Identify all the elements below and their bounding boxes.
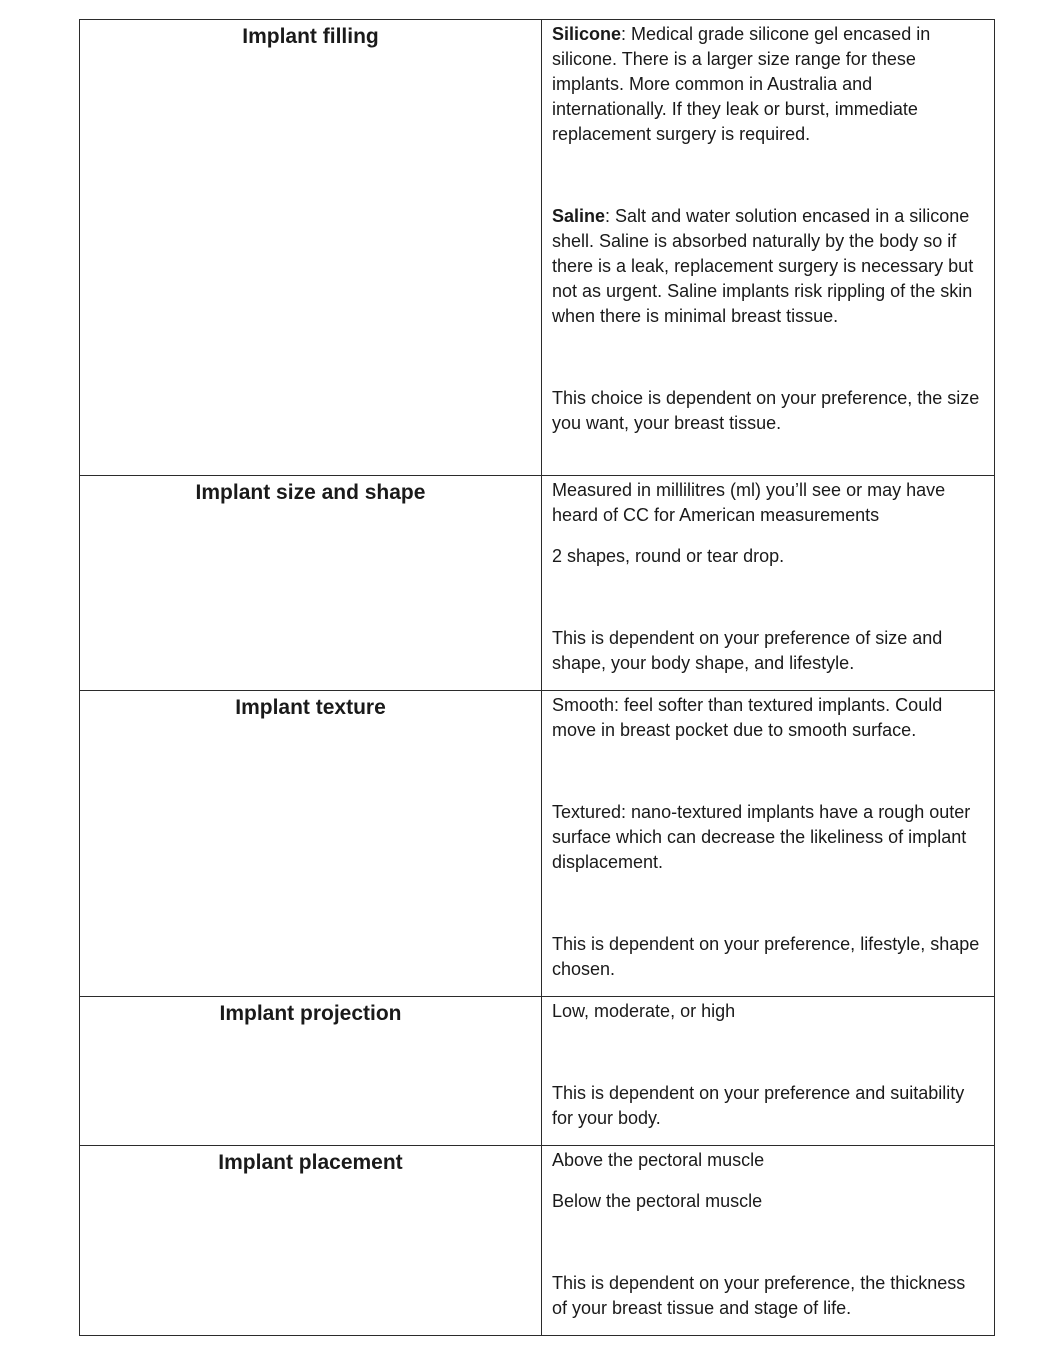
detail-paragraph: Below the pectoral muscle	[552, 1191, 763, 1211]
row-heading-cell	[80, 1146, 542, 1336]
row-detail-cell	[542, 997, 995, 1146]
row-heading: Implant size and shape	[195, 481, 426, 504]
detail-paragraph: Textured: nano-textured implants have a rough outer surface which can decrease the likeliness of implant displacement.	[552, 802, 971, 872]
silicone-label: Silicone	[552, 24, 622, 44]
row-heading-cell	[80, 476, 542, 691]
detail-paragraph: Measured in millilitres (ml) you’ll see or may have heard of CC for American measurements	[552, 480, 946, 525]
detail-paragraph: Above the pectoral muscle	[552, 1150, 765, 1170]
row-note: This is dependent on your preference of size and shape, your body shape, and lifestyle.	[552, 628, 943, 673]
table-row-implant-texture	[80, 691, 995, 997]
saline-label: Saline	[552, 206, 606, 226]
table-row-implant-filling	[80, 20, 995, 476]
saline-paragraph	[552, 204, 984, 329]
row-heading: Implant placement	[218, 1151, 403, 1174]
row-note: This is dependent on your preference, lifestyle, shape chosen.	[552, 934, 980, 979]
row-note: This is dependent on your preference and suitability for your body.	[552, 1083, 965, 1128]
table-row-implant-size-shape	[80, 476, 995, 691]
table-row-implant-projection	[80, 997, 995, 1146]
silicone-paragraph	[552, 22, 984, 147]
row-note: This choice is dependent on your preference, the size you want, your breast tissue.	[552, 388, 980, 433]
row-heading: Implant texture	[235, 696, 386, 719]
saline-text: : Salt and water solution encased in a silicone shell. Saline is absorbed naturally by the body so if there is a leak, replacement surgery is necessary but not as urgent. Saline implants risk rippling of the skin when there is minimal breast tissue.	[552, 206, 974, 326]
row-detail-cell	[542, 476, 995, 691]
row-heading: Implant filling	[242, 25, 379, 48]
table-row-implant-placement	[80, 1146, 995, 1336]
row-detail-cell	[542, 1146, 995, 1336]
row-heading: Implant projection	[219, 1002, 402, 1025]
row-heading-cell	[80, 691, 542, 997]
row-note: This is dependent on your preference, the thickness of your breast tissue and stage of life.	[552, 1273, 966, 1318]
row-heading-cell	[80, 997, 542, 1146]
row-detail-cell	[542, 20, 995, 476]
detail-paragraph: Smooth: feel softer than textured implants. Could move in breast pocket due to smooth surface.	[552, 695, 943, 740]
silicone-text: : Medical grade silicone gel encased in silicone. There is a larger size range for these implants. More common in Australia and internationally. If they leak or burst, immediate replacement surgery is required.	[552, 24, 931, 144]
row-heading-cell	[80, 20, 542, 476]
detail-paragraph: Low, moderate, or high	[552, 1001, 736, 1021]
detail-paragraph: 2 shapes, round or tear drop.	[552, 546, 785, 566]
row-detail-cell	[542, 691, 995, 997]
implant-options-table	[79, 19, 995, 1336]
